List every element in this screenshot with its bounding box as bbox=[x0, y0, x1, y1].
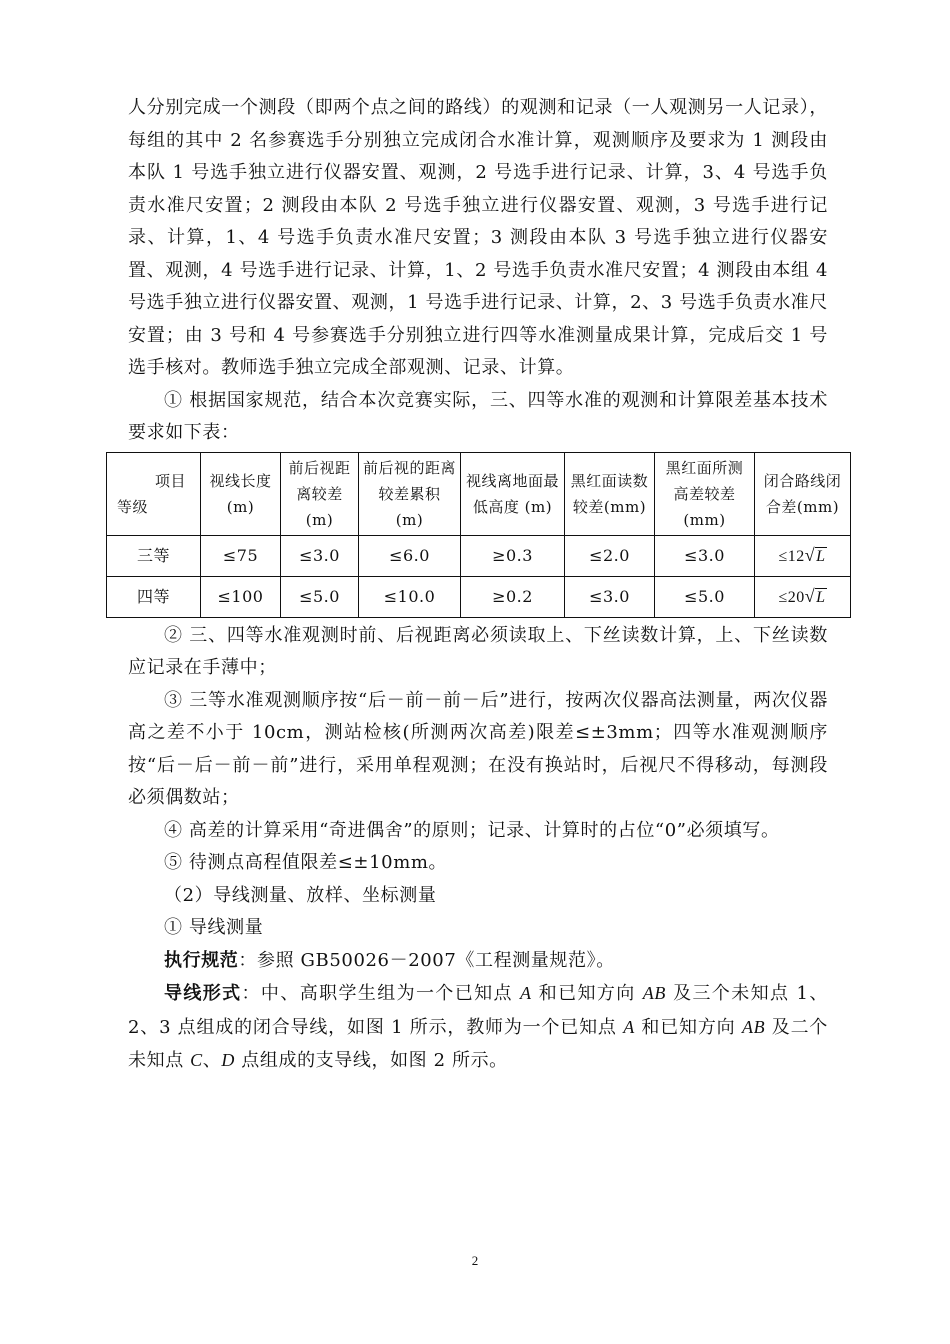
header-accumulated-difference: 前后视的距离较差累积 (m) bbox=[359, 452, 461, 535]
text-run: 及二个未知点 bbox=[128, 1016, 828, 1071]
header-grade-label: 等级 bbox=[117, 497, 149, 516]
closure-formula-cell bbox=[755, 535, 851, 576]
value-cell: ≥0.3 bbox=[461, 535, 565, 576]
point-label: A bbox=[623, 1016, 635, 1037]
limits-table-wrapper bbox=[106, 452, 850, 618]
paragraph-elevation-limit: ⑤ 待测点高程值限差≤±10mm。 bbox=[164, 852, 448, 873]
text-run: 及三个未知点 1、2、3 点组成的闭合导线，如图 1 所示，教师为一个已知点 bbox=[128, 983, 828, 1038]
subsection-heading-traverse: ① 导线测量 bbox=[164, 917, 264, 938]
value-cell: ≤75 bbox=[201, 535, 281, 576]
traverse-form-label: 导线形式 bbox=[164, 983, 242, 1004]
value-cell: ≥0.2 bbox=[461, 576, 565, 617]
text-run: 和已知方向 bbox=[531, 983, 643, 1004]
sqrt-symbol: √ bbox=[804, 544, 816, 565]
value-cell: ≤3.0 bbox=[281, 535, 359, 576]
closure-prefix: ≤ bbox=[778, 588, 788, 606]
paragraph-traverse-form bbox=[128, 977, 828, 1078]
paragraph-limits-intro: ① 根据国家规范，结合本次竞赛实际，三、四等水准的观测和计算限差基本技术要求如下表： bbox=[128, 389, 828, 443]
standard-label: 执行规范 bbox=[164, 949, 239, 971]
section-heading-traverse: （2）导线测量、放样、坐标测量 bbox=[164, 884, 437, 906]
header-min-height: 视线离地面最低高度 (m) bbox=[461, 452, 565, 535]
point-label: A bbox=[520, 983, 532, 1003]
sqrt-symbol: √ bbox=[804, 585, 816, 606]
value-cell: ≤3.0 bbox=[655, 535, 755, 576]
table-row bbox=[107, 576, 851, 617]
text-run: 、 bbox=[202, 1050, 222, 1071]
closure-prefix: ≤ bbox=[778, 547, 788, 565]
value-cell: ≤5.0 bbox=[281, 576, 359, 617]
header-corner-cell bbox=[107, 452, 201, 535]
closure-coefficient: 20 bbox=[787, 588, 805, 606]
header-height-difference: 黑红面所测高差较差(mm) bbox=[655, 452, 755, 535]
header-distance-difference: 前后视距离较差(m) bbox=[281, 452, 359, 535]
header-reading-difference: 黑红面读数较差(mm) bbox=[565, 452, 655, 535]
closure-coefficient: 12 bbox=[787, 547, 805, 565]
direction-label: AB bbox=[742, 1016, 766, 1037]
paragraph-intro: 人分别完成一个测段（即两个点之间的路线）的观测和记录（一人观测另一人记录），每组的其中 2 名参赛选手分别独立完成闭合水准计算，观测顺序及要求为 1 测段由本队 1 号选手独立进行仪器安置、观测，2 号选手进行记录、计算，3、4 号选手负责水准尺安置；2 测段由本队 2 号选手独立进行仪器安置、观测，3 号选手进行记录、计算，1、4 号选手负责水准尺安置；3 测段由本队 3 号选手独立进行仪器安置、观测，4 号选手进行记录、计算，1、2 号选手负责水准尺安置；4 测段由本组 4 号选手独立进行仪器安置、观测，1 号选手进行记录、计算，2、3 号选手负责水准尺安置；由 3 号和 4 号参赛选手分别独立进行四等水准测量成果计算，完成后交 1 号选手核对。教师选手独立完成全部观测、记录、计算。 bbox=[128, 97, 828, 378]
text-run: 和已知方向 bbox=[634, 1016, 743, 1038]
value-cell: ≤2.0 bbox=[565, 535, 655, 576]
header-closure-error: 闭合路线闭合差(mm) bbox=[755, 452, 851, 535]
value-cell: ≤3.0 bbox=[565, 576, 655, 617]
text-run: 点组成的支导线，如图 2 所示。 bbox=[234, 1050, 508, 1071]
closure-variable: L bbox=[816, 547, 826, 565]
closure-formula-cell bbox=[755, 576, 851, 617]
text-run: ：中、高职学生组为一个已知点 bbox=[241, 983, 521, 1004]
header-item-label: 项目 bbox=[154, 471, 186, 490]
table-header-row bbox=[107, 452, 851, 535]
standard-text: ：参照 GB50026－2007《工程测量规范》。 bbox=[238, 949, 615, 971]
paragraph-standard bbox=[128, 945, 828, 978]
grade-cell: 四等 bbox=[107, 576, 201, 617]
paragraph-observation-order: ③ 三等水准观测顺序按“后－前－前－后”进行，按两次仪器高法测量，两次仪器高之差不小于 10cm，测站检核(所测两次高差)限差≤±3mm；四等水准观测顺序按“后－后－前－前”进行，采用单程观测；在没有换站时，后视尺不得移动，每测段必须偶数站； bbox=[128, 689, 828, 808]
leveling-limits-table bbox=[106, 452, 851, 618]
point-label: C bbox=[190, 1050, 203, 1070]
value-cell: ≤6.0 bbox=[359, 535, 461, 576]
table-row bbox=[107, 535, 851, 576]
closure-variable: L bbox=[816, 588, 826, 606]
value-cell: ≤10.0 bbox=[359, 576, 461, 617]
paragraph-stadia-readings: ② 三、四等水准观测时前、后视距离必须读取上、下丝读数计算，上、下丝读数应记录在手薄中； bbox=[128, 624, 828, 678]
value-cell: ≤100 bbox=[201, 576, 281, 617]
page-body bbox=[117, 92, 842, 1078]
direction-label: AB bbox=[642, 983, 666, 1003]
paragraph-rounding-rule: ④ 高差的计算采用“奇进偶舍”的原则；记录、计算时的占位“0”必须填写。 bbox=[164, 819, 780, 841]
header-sight-length: 视线长度(m) bbox=[201, 452, 281, 535]
value-cell: ≤5.0 bbox=[655, 576, 755, 617]
point-label: D bbox=[221, 1050, 235, 1070]
page-number: 2 bbox=[471, 1253, 479, 1268]
grade-cell: 三等 bbox=[107, 535, 201, 576]
